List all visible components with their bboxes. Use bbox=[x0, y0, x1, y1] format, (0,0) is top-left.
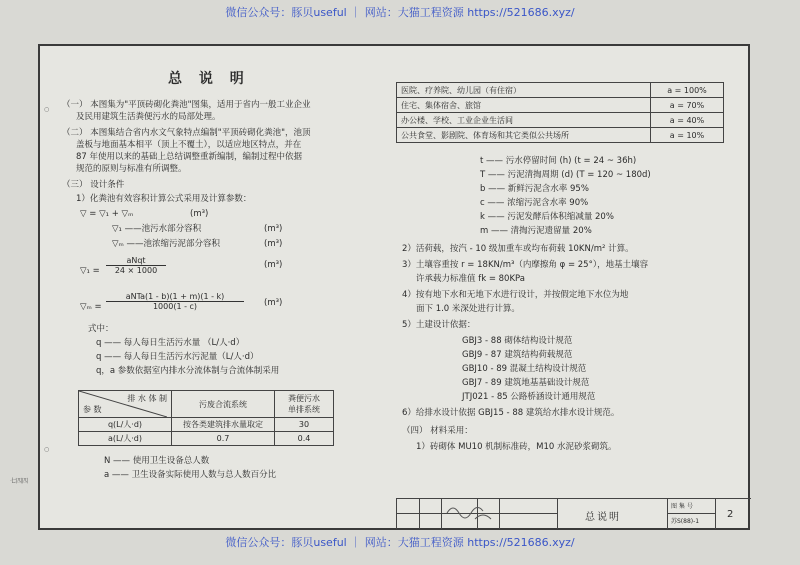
formula-vm-denominator: 1000(1 - c) bbox=[106, 301, 244, 311]
usage-ratio-table bbox=[396, 82, 724, 143]
formula-def-vm: ▽ₘ ——池浓缩污泥部分容积 bbox=[112, 239, 221, 249]
section-4-heading: （四） 材料采用： bbox=[402, 426, 473, 436]
param-q-def: q —— 每人每日生活污水量 （L/人·d） bbox=[96, 338, 245, 348]
code-item: JTJ021 - 85 公路桥涵设计通用规范 bbox=[462, 392, 596, 402]
material-1: 1）砖砌体 MU10 机制标准砖，M10 水泥砂浆砌筑。 bbox=[416, 442, 617, 452]
formula-unit: (m³) bbox=[264, 298, 283, 308]
condition-3-line-1: 3）土壤容重按 r = 18KN/m³（内摩擦角 φ = 25°），地基土壤容 bbox=[402, 260, 649, 270]
title-block-divider bbox=[419, 499, 420, 529]
signature-scribble bbox=[445, 501, 475, 511]
title-block-divider bbox=[667, 499, 668, 529]
formula-total-volume: ▽ = ▽₁ + ▽ₘ bbox=[80, 209, 134, 219]
binding-mark: ○ bbox=[44, 106, 50, 113]
formula-unit: (m³) bbox=[264, 224, 283, 234]
title-block bbox=[396, 498, 751, 529]
formula-vm-lhs: ▽ₘ = bbox=[80, 302, 102, 312]
table-cell: a = 100% bbox=[651, 83, 724, 98]
param-k-def: k —— 污泥发酵后体积缩减量 20% bbox=[480, 212, 614, 222]
condition-4-line-2: 面下 1.0 米深处进行计算。 bbox=[416, 304, 520, 314]
title-block-label: 图 集 号 bbox=[671, 503, 693, 510]
param-t-def: t —— 污水停留时间 (h) (t = 24 ~ 36h) bbox=[480, 156, 637, 166]
formula-v1-fraction bbox=[106, 256, 166, 275]
table-cell: 按各类建筑排水量取定 bbox=[172, 418, 275, 432]
table-diagonal-header bbox=[79, 391, 172, 418]
table-cell: 公共食堂、影剧院、体育场和其它类似公共场所 bbox=[397, 128, 651, 143]
table-cell: 0.4 bbox=[275, 432, 334, 446]
condition-5-heading: 5）土建设计依据： bbox=[402, 320, 476, 330]
formula-v1-numerator: aNqt bbox=[126, 256, 146, 265]
condition-4-line-1: 4）按有地下水和无地下水进行设计，并按假定地下水位为地 bbox=[402, 290, 629, 300]
table-cell: 办公楼、学校、工业企业生活间 bbox=[397, 113, 651, 128]
param-a-def: a —— 卫生设备实际使用人数与总人数百分比 bbox=[104, 470, 277, 480]
table-cell: 住宅、集体宿舍、旅馆 bbox=[397, 98, 651, 113]
param-T-def: T —— 污泥清掏周期 (d) (T = 120 ~ 180d) bbox=[480, 170, 651, 180]
page-number: 2 bbox=[727, 509, 734, 520]
table-header-param: 参 数 bbox=[83, 405, 102, 414]
title-block-divider bbox=[715, 499, 716, 529]
formula-v1-lhs: ▽₁ = bbox=[80, 266, 100, 276]
formula-unit: (m³) bbox=[190, 209, 209, 219]
title-block-code: 苏S(88)-1 bbox=[671, 518, 700, 525]
formula-where: 式中： bbox=[88, 324, 114, 334]
section-3-heading: （三） 设计条件 bbox=[62, 180, 125, 190]
condition-2: 2）活荷载，按汽 - 10 级加重车或均布荷载 10KN/m² 计算。 bbox=[402, 244, 634, 254]
watermark-top: 微信公众号：豚贝useful ｜ 网站：大猫工程资源 https://521686.xyz/ bbox=[225, 6, 575, 19]
section-1-line-2: 及民用建筑生活粪便污水的局部处理。 bbox=[76, 112, 221, 122]
table-row bbox=[397, 128, 724, 143]
table-header-system: 排 水 体 制 bbox=[127, 394, 167, 403]
condition-6: 6）给排水设计依据 GBJ15 - 88 建筑给水排水设计规范。 bbox=[402, 408, 620, 418]
corner-stamp: 七四四 bbox=[10, 478, 29, 485]
watermark-bottom: 微信公众号：豚贝useful ｜ 网站：大猫工程资源 https://521686.xyz/ bbox=[225, 536, 575, 549]
condition-3-line-2: 许承载力标准值 fk = 80KPa bbox=[416, 274, 525, 284]
table-cell: a(L/人·d) bbox=[79, 432, 172, 446]
code-item: GBJ9 - 87 建筑结构荷载规范 bbox=[462, 350, 573, 360]
section-1-line-1: （一） 本图集为"平顶砖砌化粪池"图集，适用于省内一般工业企业 bbox=[62, 100, 311, 110]
section-2-line-4: 规范的原则与标准有所调整。 bbox=[76, 164, 187, 174]
table-cell: a = 40% bbox=[651, 113, 724, 128]
formula-vm-numerator: aNTa(1 - b)(1 + m)(1 - k) bbox=[125, 292, 225, 301]
param-c-def: c —— 浓缩污泥含水率 90% bbox=[480, 198, 589, 208]
table-cell: 30 bbox=[275, 418, 334, 432]
page-title: 总 说 明 bbox=[168, 71, 250, 87]
table-header-separate-line1: 粪便污水 bbox=[288, 394, 320, 403]
param-q-sludge-def: q —— 每人每日生活污水污泥量（L/人·d） bbox=[96, 352, 259, 362]
document-sheet bbox=[38, 44, 750, 530]
table-cell: a = 70% bbox=[651, 98, 724, 113]
code-item: GBJ7 - 89 建筑地基基础设计规范 bbox=[462, 378, 590, 388]
table-header-combined: 污废合流系统 bbox=[172, 391, 275, 418]
parameter-table bbox=[78, 390, 334, 446]
table-row bbox=[397, 113, 724, 128]
table-cell: 0.7 bbox=[172, 432, 275, 446]
title-block-divider bbox=[667, 513, 715, 514]
formula-vm-fraction bbox=[106, 292, 244, 311]
section-2-line-2: 盖板与地面基本相平（顶上不覆土），以适应地区特点，并在 bbox=[76, 140, 302, 150]
table-header-separate bbox=[275, 391, 334, 418]
code-item: GBJ10 - 89 混凝土结构设计规范 bbox=[462, 364, 587, 374]
section-2-line-3: 87 年使用以来的基础上总结调整重新编制，编制过程中依据 bbox=[76, 152, 303, 162]
table-cell: q(L/人·d) bbox=[79, 418, 172, 432]
formula-unit: (m³) bbox=[264, 260, 283, 270]
table-cell: 医院、疗养院、幼儿园（有住宿） bbox=[397, 83, 651, 98]
formula-unit: (m³) bbox=[264, 239, 283, 249]
code-item: GBJ3 - 88 砌体结构设计规范 bbox=[462, 336, 573, 346]
table-cell: a = 10% bbox=[651, 128, 724, 143]
table-row bbox=[397, 98, 724, 113]
table-row bbox=[397, 83, 724, 98]
condition-1-heading: 1）化粪池有效容积计算公式采用及计算参数： bbox=[76, 194, 252, 204]
title-block-divider bbox=[441, 499, 442, 529]
param-m-def: m —— 清掏污泥遗留量 20% bbox=[480, 226, 592, 236]
formula-def-v1: ▽₁ ——池污水部分容积 bbox=[112, 224, 202, 234]
table-row bbox=[79, 432, 334, 446]
param-b-def: b —— 新鲜污泥含水率 95% bbox=[480, 184, 589, 194]
param-note: q，a 参数依据室内排水分流体制与合流体制采用 bbox=[96, 366, 280, 376]
section-2-line-1: （二） 本图集结合省内水文气象特点编制"平顶砖砌化粪池"，池顶 bbox=[62, 128, 311, 138]
signature-image bbox=[445, 501, 505, 525]
param-n-def: N —— 使用卫生设备总人数 bbox=[104, 456, 210, 466]
title-block-divider bbox=[557, 499, 558, 529]
table-header-separate-line2: 单排系统 bbox=[288, 405, 320, 414]
table-row bbox=[79, 418, 334, 432]
formula-v1-denominator: 24 × 1000 bbox=[106, 265, 166, 275]
binding-mark: ○ bbox=[44, 446, 50, 453]
title-block-name: 总说明 bbox=[585, 512, 621, 523]
